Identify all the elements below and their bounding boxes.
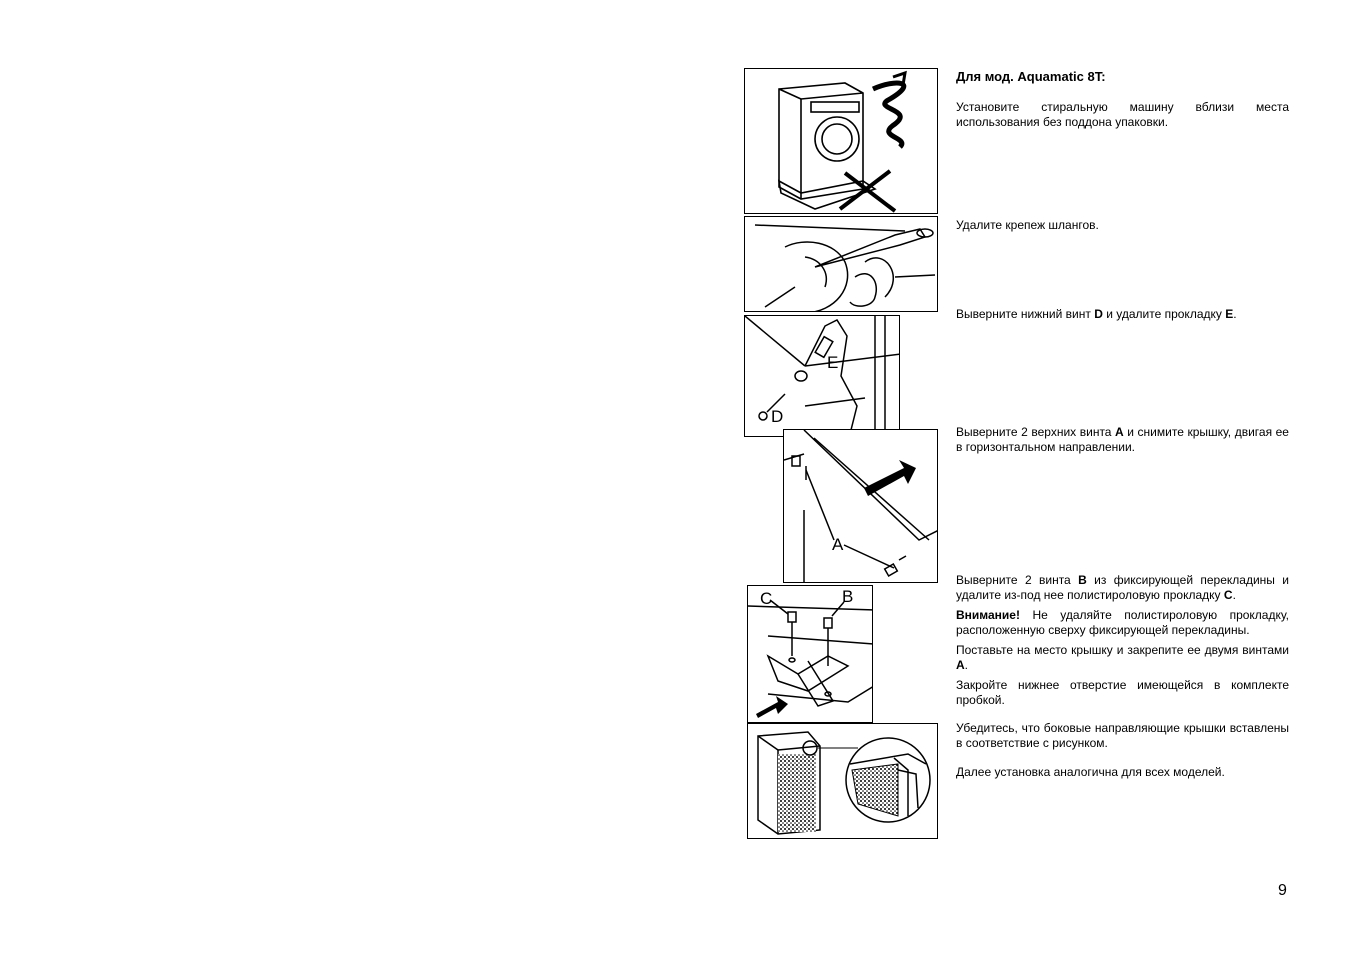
figure-screws-a-slide-cover: [783, 429, 938, 583]
step-continue: Далее установка аналогична для всех моделей.: [956, 765, 1225, 779]
section-heading: Для мод. Aquamatic 8T:: [956, 69, 1106, 84]
step-remove-screws-b: Выверните 2 винта B из фиксирующей перекладины и удалите из-под нее полистироловую прокладку C.: [956, 573, 1289, 602]
label-b: B: [842, 587, 854, 606]
step-close-hole: Закройте нижнее отверстие имеющейся в комплекте пробкой.: [956, 678, 1289, 707]
figure-side-guides: [747, 723, 938, 839]
label-e: E: [827, 353, 839, 372]
step-replace-cover: Поставьте на место крышку и закрепите ее двумя винтами A.: [956, 643, 1289, 672]
step-warning: Внимание! Не удаляйте полистироловую прокладку, расположенную сверху фиксирующей перекладины.: [956, 608, 1289, 637]
step-remove-hose-clamp: Удалите крепеж шлангов.: [956, 218, 1099, 232]
step-check-guides: Убедитесь, что боковые направляющие крышки вставлены в соответствие с рисунком.: [956, 721, 1289, 750]
figure-screw-d-spacer-e: [744, 315, 900, 437]
figure-screws-b-spacer-c: [747, 585, 873, 723]
label-c: C: [760, 589, 773, 608]
page-number: 9: [1278, 882, 1287, 899]
figure-remove-pallet: [744, 68, 938, 214]
step-remove-screw-d: Выверните нижний винт D и удалите прокладку E.: [956, 307, 1237, 321]
step-remove-screws-a: Выверните 2 верхних винта A и снимите крышку, двигая ее в горизонтальном направлении.: [956, 425, 1289, 454]
label-a: A: [832, 535, 844, 554]
label-d: D: [771, 407, 784, 426]
step-group-screws-b: [956, 573, 1289, 708]
step-place-machine: Установите стиральную машину вблизи места использования без поддона упаковки.: [956, 100, 1289, 129]
figure-remove-hose-clamp: [744, 216, 938, 312]
